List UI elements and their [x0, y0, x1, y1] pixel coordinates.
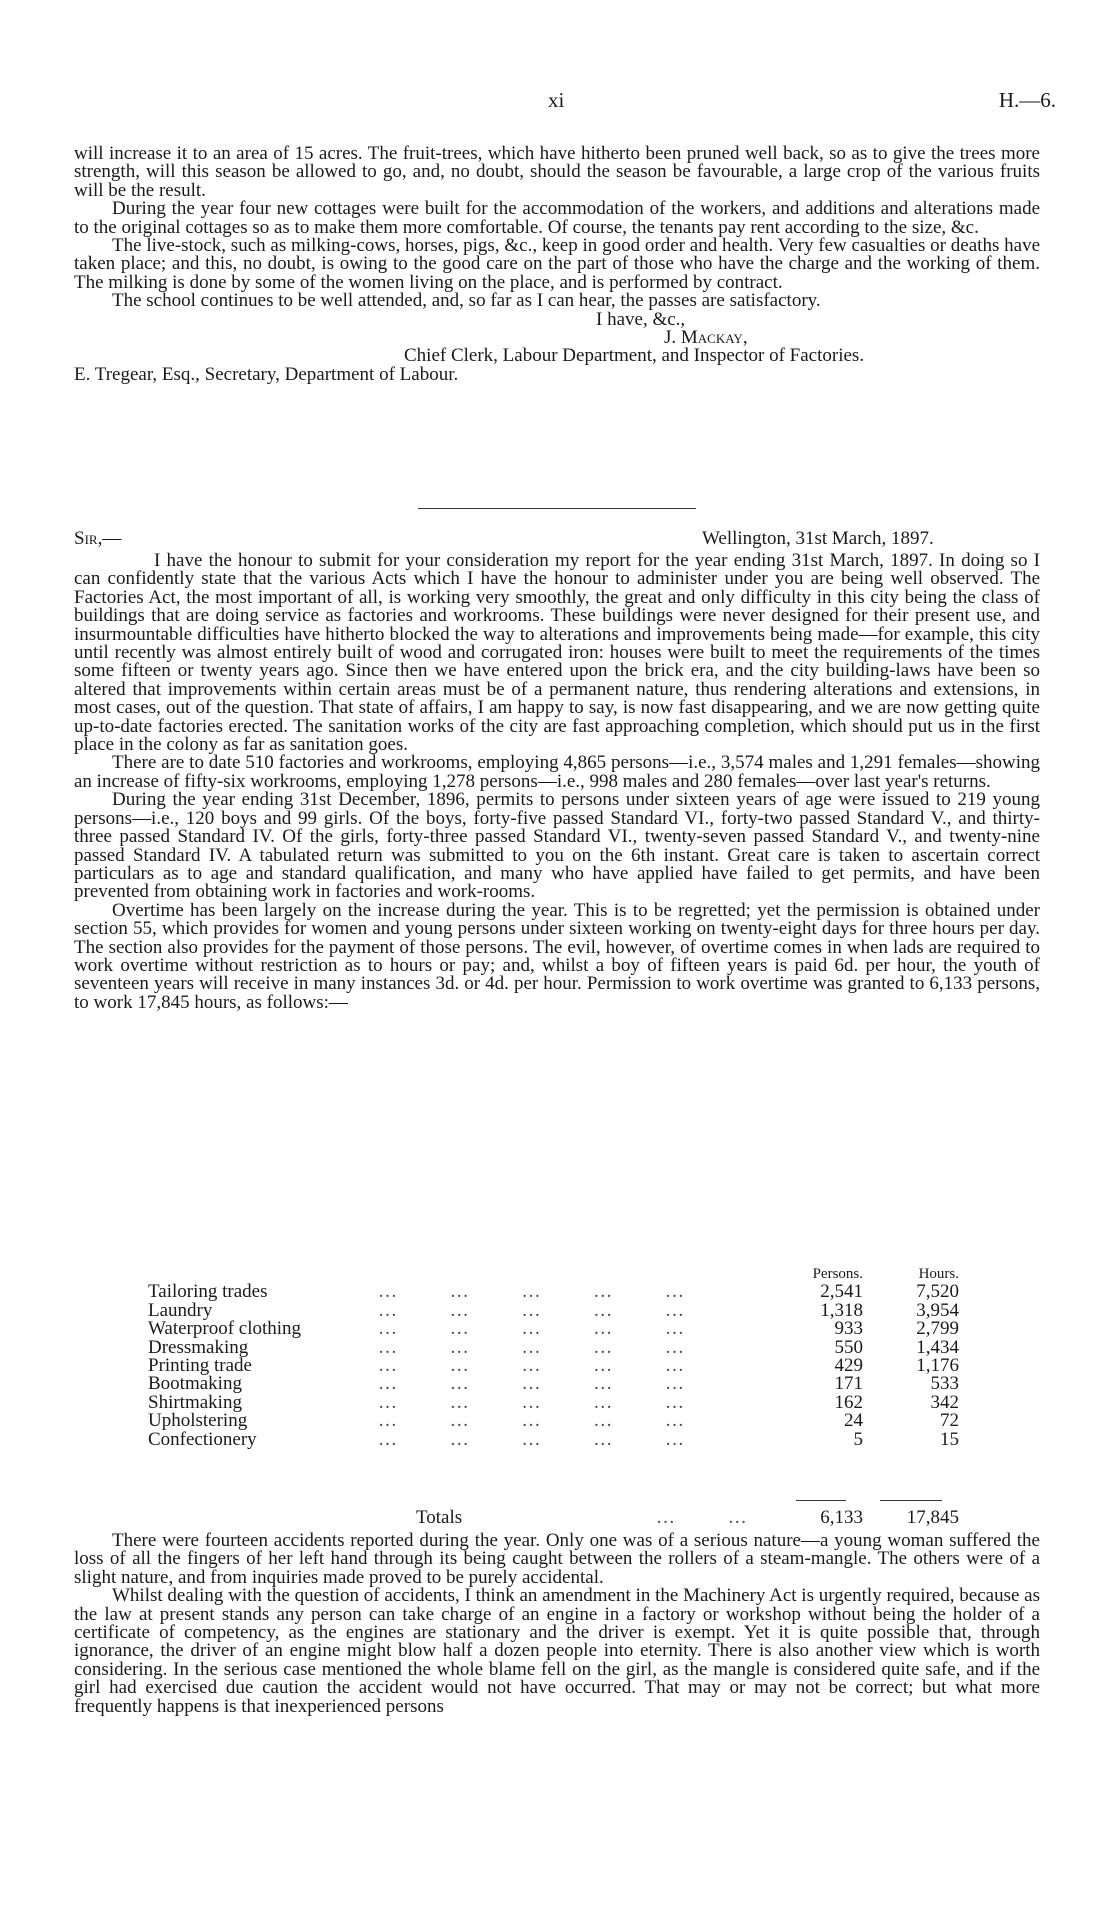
persons-value: 1,318	[820, 1299, 863, 1321]
addressee: E. Tregear, Esq., Secretary, Department of Labour.	[74, 363, 459, 385]
persons-value: 933	[834, 1318, 863, 1340]
trade-name: Shirtmaking	[148, 1391, 242, 1413]
paragraph: During the year ending 31st December, 1896, permits to persons under sixteen years of age were issued to 219 young persons—i.e., 120 boys and 99 girls. Of the boys, forty-five passed Standard VI., forty-two passed Standard V., and thirty-three passed Standard IV. Of the girls, forty-three passed Standard VI., twenty-seven passed Standard V., and twenty-nine passed Standard IV. A tabulated return was submitted to you on the 6th instant. Great care is taken to ascertain correct particulars as to age and standard qualification, and many who have applied have failed to get permits, and have been prevented from obtaining work in factories and work-rooms.	[74, 789, 1040, 903]
signature-title: Chief Clerk, Labour Department, and Inspector of Factories.	[404, 345, 865, 367]
trade-name: Upholstering	[148, 1410, 248, 1432]
hours-value: 1,176	[916, 1355, 959, 1377]
dot-leader: … …	[656, 1506, 748, 1528]
persons-value: 429	[834, 1355, 863, 1377]
table-row	[148, 1320, 959, 1338]
hours-value: 15	[940, 1428, 959, 1450]
dot-leader: … … … … …	[378, 1373, 685, 1395]
totals-row	[148, 1508, 959, 1528]
dot-leader: … … … … …	[378, 1410, 685, 1432]
wellington-report	[74, 552, 1040, 1012]
document-reference: H.—6.	[998, 88, 1056, 112]
page-header	[0, 88, 1114, 115]
persons-value: 162	[834, 1391, 863, 1413]
trade-name: Laundry	[148, 1299, 213, 1321]
totals-rule-hours	[880, 1500, 942, 1501]
trade-name: Tailoring trades	[148, 1281, 268, 1303]
hours-value: 342	[930, 1391, 959, 1413]
paragraph: The live-stock, such as milking-cows, horses, pigs, &c., keep in good order and health. Very few casualties or deaths have taken place; and this, no doubt, is owing to the good care on the part of those who have the charge and the working of them. The milking is done by some of the women living on the place, and is performed by contract.	[74, 235, 1040, 293]
totals-rule-persons	[796, 1500, 846, 1501]
column-header-persons: Persons.	[812, 1266, 863, 1282]
totals-label: Totals	[416, 1506, 463, 1528]
totals-persons: 6,133	[820, 1506, 863, 1528]
trade-name: Confectionery	[148, 1428, 257, 1450]
dot-leader: … … … … …	[378, 1355, 685, 1377]
salutation: Sir,—	[74, 528, 122, 549]
dot-leader: … … … … …	[378, 1391, 685, 1413]
paragraph: There were fourteen accidents reported during the year. Only one was of a serious nature—a young woman suffered the loss of all the fingers of her left hand through its being caught between the rollers of a steam-mangle. The others were of a slight nature, and from inquiries made proved to be purely accidental.	[74, 1530, 1040, 1588]
persons-value: 2,541	[820, 1281, 863, 1303]
paragraph: Overtime has been largely on the increase during the year. This is to be regretted; yet the permission is obtained under section 55, which provides for women and young persons under sixteen working on twenty-eight days for three hours per day. The section also provides for the payment of those persons. The evil, however, of overtime comes in when lads are required to work overtime without restriction as to hours or pay; and, whilst a boy of fifteen years is paid 6d. per hour, the youth of seventeen years will receive in many instances 3d. or 4d. per hour. Permission to work overtime was granted to 6,133 persons, to work 17,845 hours, as follows:—	[74, 899, 1040, 1013]
persons-value: 171	[834, 1373, 863, 1395]
dot-leader: … … … … …	[378, 1281, 685, 1303]
trade-name: Waterproof clothing	[148, 1318, 302, 1340]
hours-value: 2,799	[916, 1318, 959, 1340]
dot-leader: … … … … …	[378, 1336, 685, 1358]
section-divider	[418, 508, 696, 509]
overtime-table	[148, 1265, 959, 1449]
paragraph: I have the honour to submit for your consideration my report for the year ending 31st March, 1897. In doing so I can confidently state that the various Acts which I have the honour to administer under you are being well observed. The Factories Act, the most important of all, is working very smoothly, the great and only difficulty in this city being the class of buildings that are doing service as factories and workrooms. These buildings were never designed for their present use, and insurmountable difficulties have hitherto blocked the way to alterations and improvements being made—for example, this city until recently was almost entirely built of wood and corrugated iron: houses were built to meet the requirements of the times some fifteen or twenty years ago. Since then we have entered upon the brick era, and the city building-laws have been so altered that improvements within certain areas must be of a permanent nature, thus rendering alterations and extensions, in most cases, out of the question. That state of affairs, I am happy to say, is now fast disappearing, and we are now getting quite up-to-date factories erected. The sanitation works of the city are fast approaching completion, which should put us in the first place in the colony as far as sanitation goes.	[74, 550, 1040, 756]
table-row	[148, 1431, 959, 1449]
closing: I have, &c.,	[596, 308, 686, 330]
persons-value: 24	[844, 1410, 863, 1432]
trade-name: Bootmaking	[148, 1373, 242, 1395]
page-number: xi	[548, 88, 565, 112]
hours-value: 1,434	[916, 1336, 959, 1358]
column-header-hours: Hours.	[918, 1266, 959, 1282]
dot-leader: … … … … …	[378, 1299, 685, 1321]
totals-hours: 17,845	[906, 1506, 959, 1528]
paragraph: The school continues to be well attended, and, so far as I can hear, the passes are satisfactory.	[112, 290, 821, 312]
paragraph: During the year four new cottages were built for the accommodation of the workers, and additions and alterations made to the original cottages so as to make them more comfortable. Of course, the tenants pay rent according to the size, &c.	[74, 198, 1040, 238]
paragraph: will increase it to an area of 15 acres. The fruit-trees, which have hitherto been pruned well back, so as to give the trees more strength, will this season be allowed to go, and, no doubt, should the season be favourable, a large crop of the various fruits will be the result.	[74, 143, 1040, 201]
dot-leader: … … … … …	[378, 1428, 685, 1450]
hours-value: 72	[940, 1410, 959, 1432]
paragraph: Whilst dealing with the question of accidents, I think an amendment in the Machinery Act is urgently required, because as the law at present stands any person can take charge of an engine in a factory or workshop without being the holder of a certificate of competency, as the engines are stationary and the driver is exempt. Yet it is quite possible that, through ignorance, the driver of an engine might blow half a dozen people into eternity. There is also another view which is worth considering. In the serious case mentioned the whole blame fell on the girl, as the mangle is considered quite safe, and if the girl had exercised due caution the accident would not have occurred. That may or may not be correct; but what more frequently happens is that inexperienced persons	[74, 1585, 1040, 1717]
hours-value: 3,954	[916, 1299, 959, 1321]
hours-value: 7,520	[916, 1281, 959, 1303]
dot-leader: … … … … …	[378, 1318, 685, 1340]
signature-name: J. Mackay,	[664, 327, 748, 349]
trade-name: Dressmaking	[148, 1336, 249, 1358]
hours-value: 533	[930, 1373, 959, 1395]
accidents-section	[74, 1532, 1040, 1716]
dateline: Wellington, 31st March, 1897.	[702, 528, 934, 549]
persons-value: 550	[834, 1336, 863, 1358]
paragraph: There are to date 510 factories and workrooms, employing 4,865 persons—i.e., 3,574 males and 1,291 females—showing an increase of fifty-six workrooms, employing 1,278 persons—i.e., 998 males and 280 females—over last year's returns.	[74, 752, 1040, 792]
persons-value: 5	[853, 1428, 863, 1450]
table-row	[148, 1412, 959, 1430]
report-continuation	[74, 145, 1040, 384]
trade-name: Printing trade	[148, 1355, 252, 1377]
